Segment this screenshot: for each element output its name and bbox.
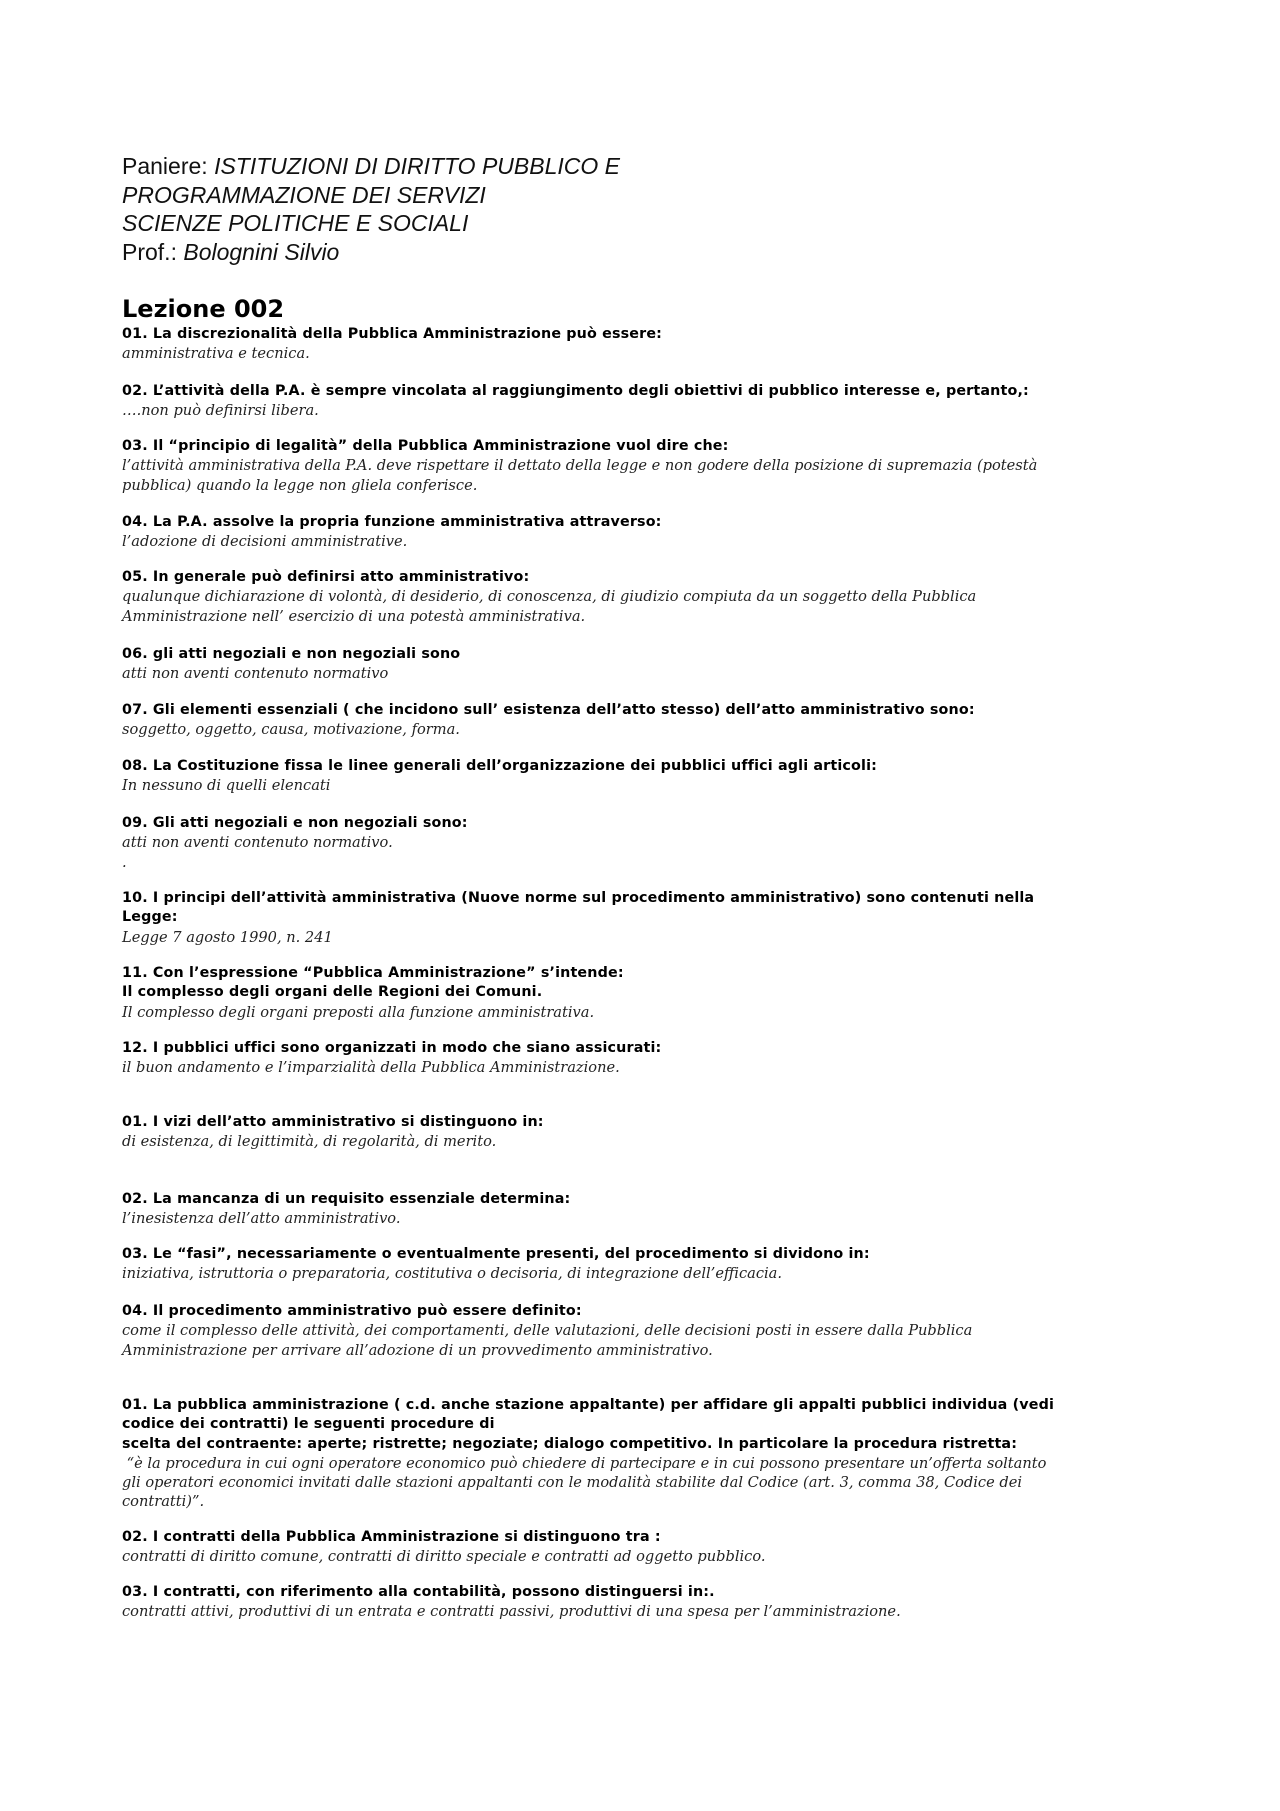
question-text: 02. La mancanza di un requisito essenziale determina:	[122, 1191, 571, 1207]
question-text: 02. L’attività della P.A. è sempre vincolata al raggiungimento degli obiettivi di pubblico interesse e, pertanto,:	[122, 383, 1029, 399]
question-item	[122, 1528, 766, 1567]
question-text: 01. La discrezionalità della Pubblica Amministrazione può essere:	[122, 326, 663, 342]
question-item	[122, 513, 662, 552]
question-text: 03. I contratti, con riferimento alla contabilità, possono distinguersi in:.	[122, 1584, 715, 1600]
question-item	[122, 325, 662, 364]
answer-text: qualunque dichiarazione di volontà, di desiderio, di conoscenza, di giudizio compiuta da un soggetto della Pubblica	[122, 588, 977, 606]
answer-text: soggetto, oggetto, causa, motivazione, forma.	[122, 721, 460, 739]
answer-text: amministrativa e tecnica.	[122, 345, 310, 363]
lesson-title: Lezione 002	[122, 295, 285, 323]
question-item	[122, 1396, 1054, 1512]
question-text: 07. Gli elementi essenziali ( che incidono sull’ esistenza dell’atto stesso) dell’atto amministrativo sono:	[122, 702, 975, 718]
course-title-line-1	[122, 152, 620, 181]
question-item	[122, 1583, 901, 1622]
question-text: 10. I principi dell’attività amministrativa (Nuove norme sul procedimento amministrativo) sono contenuti nella	[122, 890, 1035, 906]
answer-text: gli operatori economici invitati dalle stazioni appaltanti con le modalità stabilite dal Codice (art. 3, comma 38, Codice dei	[122, 1474, 1023, 1492]
question-text: 04. La P.A. assolve la propria funzione amministrativa attraverso:	[122, 514, 662, 530]
answer-text: .	[122, 853, 127, 871]
course-title-line-3	[122, 209, 620, 238]
question-text: 01. I vizi dell’atto amministrativo si distinguono in:	[122, 1114, 544, 1130]
question-text: codice dei contratti) le seguenti procedure di	[122, 1416, 495, 1433]
question-item	[122, 382, 1029, 421]
question-text: 08. La Costituzione fissa le linee generali dell’organizzazione dei pubblici uffici agli articoli:	[122, 758, 877, 774]
question-text: Legge:	[122, 909, 178, 926]
course-name: ISTITUZIONI DI DIRITTO PUBBLICO E	[214, 153, 621, 179]
faculty-name: SCIENZE POLITICHE E SOCIALI	[122, 210, 469, 236]
question-item	[122, 814, 468, 872]
question-text: 05. In generale può definirsi atto amministrativo:	[122, 569, 530, 585]
answer-text: Amministrazione per arrivare all’adozione di un provvedimento amministrativo.	[122, 1341, 713, 1359]
question-item	[122, 1302, 972, 1360]
answer-text: pubblica) quando la legge non gliela conferisce.	[122, 476, 478, 494]
answer-text: atti non aventi contenuto normativo	[122, 665, 389, 683]
question-item	[122, 889, 1034, 947]
course-title-line-2	[122, 181, 620, 210]
answer-text: iniziativa, istruttoria o preparatoria, costitutiva o decisoria, di integrazione dell’efficacia.	[122, 1265, 783, 1283]
question-text: Il complesso degli organi delle Regioni dei Comuni.	[122, 984, 543, 1001]
answer-text: di esistenza, di legittimità, di regolarità, di merito.	[122, 1133, 497, 1151]
professor-line	[122, 238, 620, 267]
question-text: 03. Il “principio di legalità” della Pubblica Amministrazione vuol dire che:	[122, 438, 729, 454]
question-item	[122, 437, 1037, 495]
question-text: 01. La pubblica amministrazione ( c.d. anche stazione appaltante) per affidare gli appalti pubblici individua (vedi	[122, 1397, 1055, 1413]
question-item	[122, 568, 976, 626]
answer-text: Amministrazione nell’ esercizio di una potestà amministrativa.	[122, 607, 586, 625]
question-text: 02. I contratti della Pubblica Amministrazione si distinguono tra :	[122, 1529, 661, 1545]
answer-text: il buon andamento e l’imparzialità della Pubblica Amministrazione.	[122, 1059, 620, 1077]
answer-text: come il complesso delle attività, dei comportamenti, delle valutazioni, delle decisioni posti in essere dalla Pubblica	[122, 1322, 973, 1340]
document-header	[122, 152, 620, 266]
paniere-label: Paniere:	[122, 153, 215, 179]
question-text: scelta del contraente: aperte; ristrette; negoziate; dialogo competitivo. In particolare la procedura ristretta:	[122, 1435, 1018, 1452]
answer-text: l’attività amministrativa della P.A. deve rispettare il dettato della legge e non godere della posizione di supremazia (potestà	[122, 457, 1038, 475]
question-item	[122, 757, 877, 796]
question-text: 12. I pubblici uffici sono organizzati in modo che siano assicurati:	[122, 1040, 662, 1056]
answer-text: l’inesistenza dell’atto amministrativo.	[122, 1210, 401, 1228]
question-item	[122, 1039, 661, 1078]
question-item	[122, 1113, 544, 1152]
question-item	[122, 701, 975, 740]
question-text: 06. gli atti negoziali e non negoziali sono	[122, 646, 461, 662]
answer-text: Il complesso degli organi preposti alla funzione amministrativa.	[122, 1003, 595, 1021]
question-item	[122, 1190, 570, 1229]
course-name-cont: PROGRAMMAZIONE DEI SERVIZI	[122, 181, 486, 208]
answer-text: atti non aventi contenuto normativo.	[122, 834, 393, 852]
question-text: 04. Il procedimento amministrativo può essere definito:	[122, 1303, 582, 1319]
answer-text: contratti attivi, produttivi di un entrata e contratti passivi, produttivi di una spesa per l’amministrazione.	[122, 1603, 901, 1621]
answer-text: Legge 7 agosto 1990, n. 241	[122, 928, 333, 946]
answer-text: l’adozione di decisioni amministrative.	[122, 533, 408, 551]
prof-name: Bolognini Silvio	[183, 238, 340, 265]
question-item	[122, 964, 624, 1022]
question-text: 09. Gli atti negoziali e non negoziali sono:	[122, 815, 468, 831]
question-item	[122, 1245, 870, 1284]
answer-text: “è la procedura in cui ogni operatore economico può chiedere di partecipare e in cui possono presentare un’offerta soltanto	[122, 1454, 1047, 1472]
question-text: 03. Le “fasi”, necessariamente o eventualmente presenti, del procedimento si dividono in:	[122, 1246, 870, 1262]
answer-text: contratti)”.	[122, 1493, 205, 1511]
answer-text: ….non può definirsi libera.	[122, 402, 319, 420]
prof-label: Prof.:	[122, 238, 184, 265]
answer-text: contratti di diritto comune, contratti di diritto speciale e contratti ad oggetto pubblico.	[122, 1548, 766, 1566]
question-text: 11. Con l’espressione “Pubblica Amministrazione” s’intende:	[122, 965, 624, 981]
question-item	[122, 645, 460, 684]
answer-text: In nessuno di quelli elencati	[122, 777, 331, 795]
